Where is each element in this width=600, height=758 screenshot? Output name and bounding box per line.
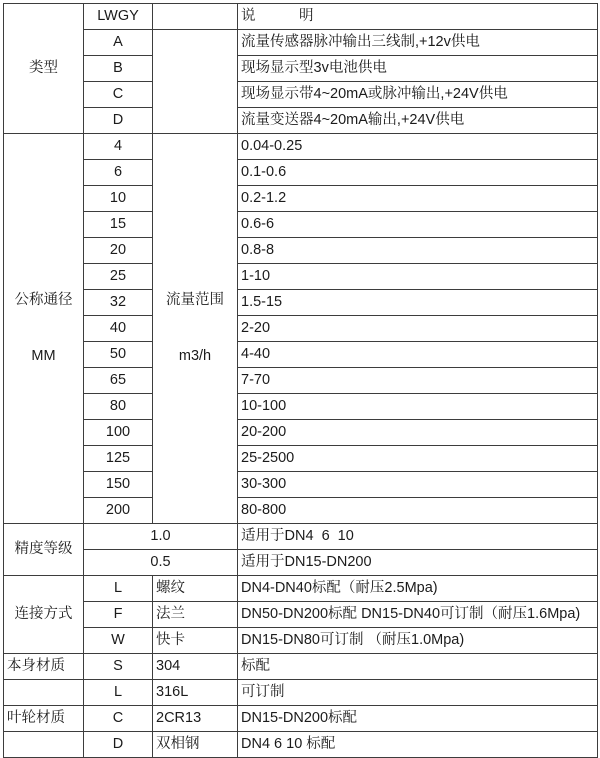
diameter-label-line2: MM	[31, 348, 56, 365]
dn-cell: 6	[84, 160, 153, 186]
diameter-label-line1: 公称通径	[14, 291, 73, 308]
type-desc-cell: 流量传感器脉冲输出三线制,+12v供电	[238, 30, 598, 56]
dn-cell: 65	[84, 368, 153, 394]
accuracy-grade-cell: 0.5	[84, 550, 238, 576]
diameter-row	[4, 212, 598, 238]
material-code-cell: D	[84, 732, 153, 758]
dn-cell: 40	[84, 316, 153, 342]
body-material-row	[4, 680, 598, 706]
diameter-section-label	[4, 134, 84, 524]
flowmeter-spec-table	[3, 3, 598, 758]
model-header-cell: LWGY	[84, 4, 153, 30]
diameter-row	[4, 186, 598, 212]
impeller-material-row	[4, 706, 598, 732]
material-code-cell: S	[84, 654, 153, 680]
type-row	[4, 108, 598, 134]
range-cell: 0.8-8	[238, 238, 598, 264]
header-row	[4, 4, 598, 30]
range-cell: 0.2-1.2	[238, 186, 598, 212]
material-desc-cell: DN15-DN200标配	[238, 706, 598, 732]
accuracy-section-label: 精度等级	[4, 524, 84, 576]
dn-cell: 100	[84, 420, 153, 446]
material-name-cell: 304	[153, 654, 238, 680]
diameter-row	[4, 394, 598, 420]
dn-cell: 150	[84, 472, 153, 498]
type-row	[4, 56, 598, 82]
material-desc-cell: DN4 6 10 标配	[238, 732, 598, 758]
diameter-row	[4, 420, 598, 446]
range-cell: 10-100	[238, 394, 598, 420]
dn-cell: 50	[84, 342, 153, 368]
diameter-row	[4, 498, 598, 524]
dn-cell: 10	[84, 186, 153, 212]
connection-code-cell: F	[84, 602, 153, 628]
range-cell: 0.04-0.25	[238, 134, 598, 160]
range-cell: 30-300	[238, 472, 598, 498]
empty-cell	[153, 30, 238, 134]
accuracy-desc-cell: 适用于DN15-DN200	[238, 550, 598, 576]
material-desc-cell: 标配	[238, 654, 598, 680]
body-material-row	[4, 654, 598, 680]
type-section-label: 类型	[4, 4, 84, 134]
diameter-row	[4, 238, 598, 264]
type-code-cell: A	[84, 30, 153, 56]
impeller-material-row	[4, 732, 598, 758]
diameter-row	[4, 264, 598, 290]
range-cell: 4-40	[238, 342, 598, 368]
diameter-row	[4, 290, 598, 316]
connection-name-cell: 螺纹	[153, 576, 238, 602]
flow-range-label-line2: m3/h	[178, 348, 212, 365]
range-cell: 0.6-6	[238, 212, 598, 238]
dn-cell: 15	[84, 212, 153, 238]
range-cell: 20-200	[238, 420, 598, 446]
accuracy-row	[4, 524, 598, 550]
diameter-row	[4, 160, 598, 186]
dn-cell: 80	[84, 394, 153, 420]
material-name-cell: 2CR13	[153, 706, 238, 732]
dn-cell: 125	[84, 446, 153, 472]
range-cell: 0.1-0.6	[238, 160, 598, 186]
connection-code-cell: L	[84, 576, 153, 602]
material-code-cell: L	[84, 680, 153, 706]
dn-cell: 4	[84, 134, 153, 160]
connection-section-label: 连接方式	[4, 576, 84, 654]
diameter-row	[4, 134, 598, 160]
connection-row	[4, 576, 598, 602]
type-code-cell: D	[84, 108, 153, 134]
type-code-cell: B	[84, 56, 153, 82]
accuracy-grade-cell: 1.0	[84, 524, 238, 550]
empty-cell	[4, 680, 84, 706]
connection-row	[4, 628, 598, 654]
connection-desc-cell: DN4-DN40标配（耐压2.5Mpa)	[238, 576, 598, 602]
range-cell: 80-800	[238, 498, 598, 524]
range-cell: 7-70	[238, 368, 598, 394]
connection-name-cell: 法兰	[153, 602, 238, 628]
accuracy-desc-cell: 适用于DN4 6 10	[238, 524, 598, 550]
connection-desc-cell: DN50-DN200标配 DN15-DN40可订制（耐压1.6Mpa)	[238, 602, 598, 628]
empty-cell	[153, 4, 238, 30]
diameter-row	[4, 342, 598, 368]
range-cell: 25-2500	[238, 446, 598, 472]
connection-desc-cell: DN15-DN80可订制 （耐压1.0Mpa)	[238, 628, 598, 654]
material-name-cell: 316L	[153, 680, 238, 706]
dn-cell: 25	[84, 264, 153, 290]
empty-cell	[4, 732, 84, 758]
connection-name-cell: 快卡	[153, 628, 238, 654]
body-material-section-label: 本身材质	[4, 654, 84, 680]
range-cell: 2-20	[238, 316, 598, 342]
flow-range-label-line1: 流量范围	[166, 291, 224, 308]
range-cell: 1-10	[238, 264, 598, 290]
material-code-cell: C	[84, 706, 153, 732]
dn-cell: 200	[84, 498, 153, 524]
material-name-cell: 双相钢	[153, 732, 238, 758]
accuracy-row	[4, 550, 598, 576]
description-header-cell: 说 明	[238, 4, 598, 30]
type-desc-cell: 现场显示带4~20mA或脉冲输出,+24V供电	[238, 82, 598, 108]
diameter-row	[4, 368, 598, 394]
connection-row	[4, 602, 598, 628]
connection-code-cell: W	[84, 628, 153, 654]
type-desc-cell: 流量变送器4~20mA输出,+24V供电	[238, 108, 598, 134]
material-desc-cell: 可订制	[238, 680, 598, 706]
dn-cell: 20	[84, 238, 153, 264]
type-desc-cell: 现场显示型3v电池供电	[238, 56, 598, 82]
dn-cell: 32	[84, 290, 153, 316]
diameter-row	[4, 446, 598, 472]
diameter-row	[4, 316, 598, 342]
type-row	[4, 82, 598, 108]
range-cell: 1.5-15	[238, 290, 598, 316]
type-code-cell: C	[84, 82, 153, 108]
type-row	[4, 30, 598, 56]
impeller-material-section-label: 叶轮材质	[4, 706, 84, 732]
flow-range-label	[153, 134, 238, 524]
diameter-row	[4, 472, 598, 498]
